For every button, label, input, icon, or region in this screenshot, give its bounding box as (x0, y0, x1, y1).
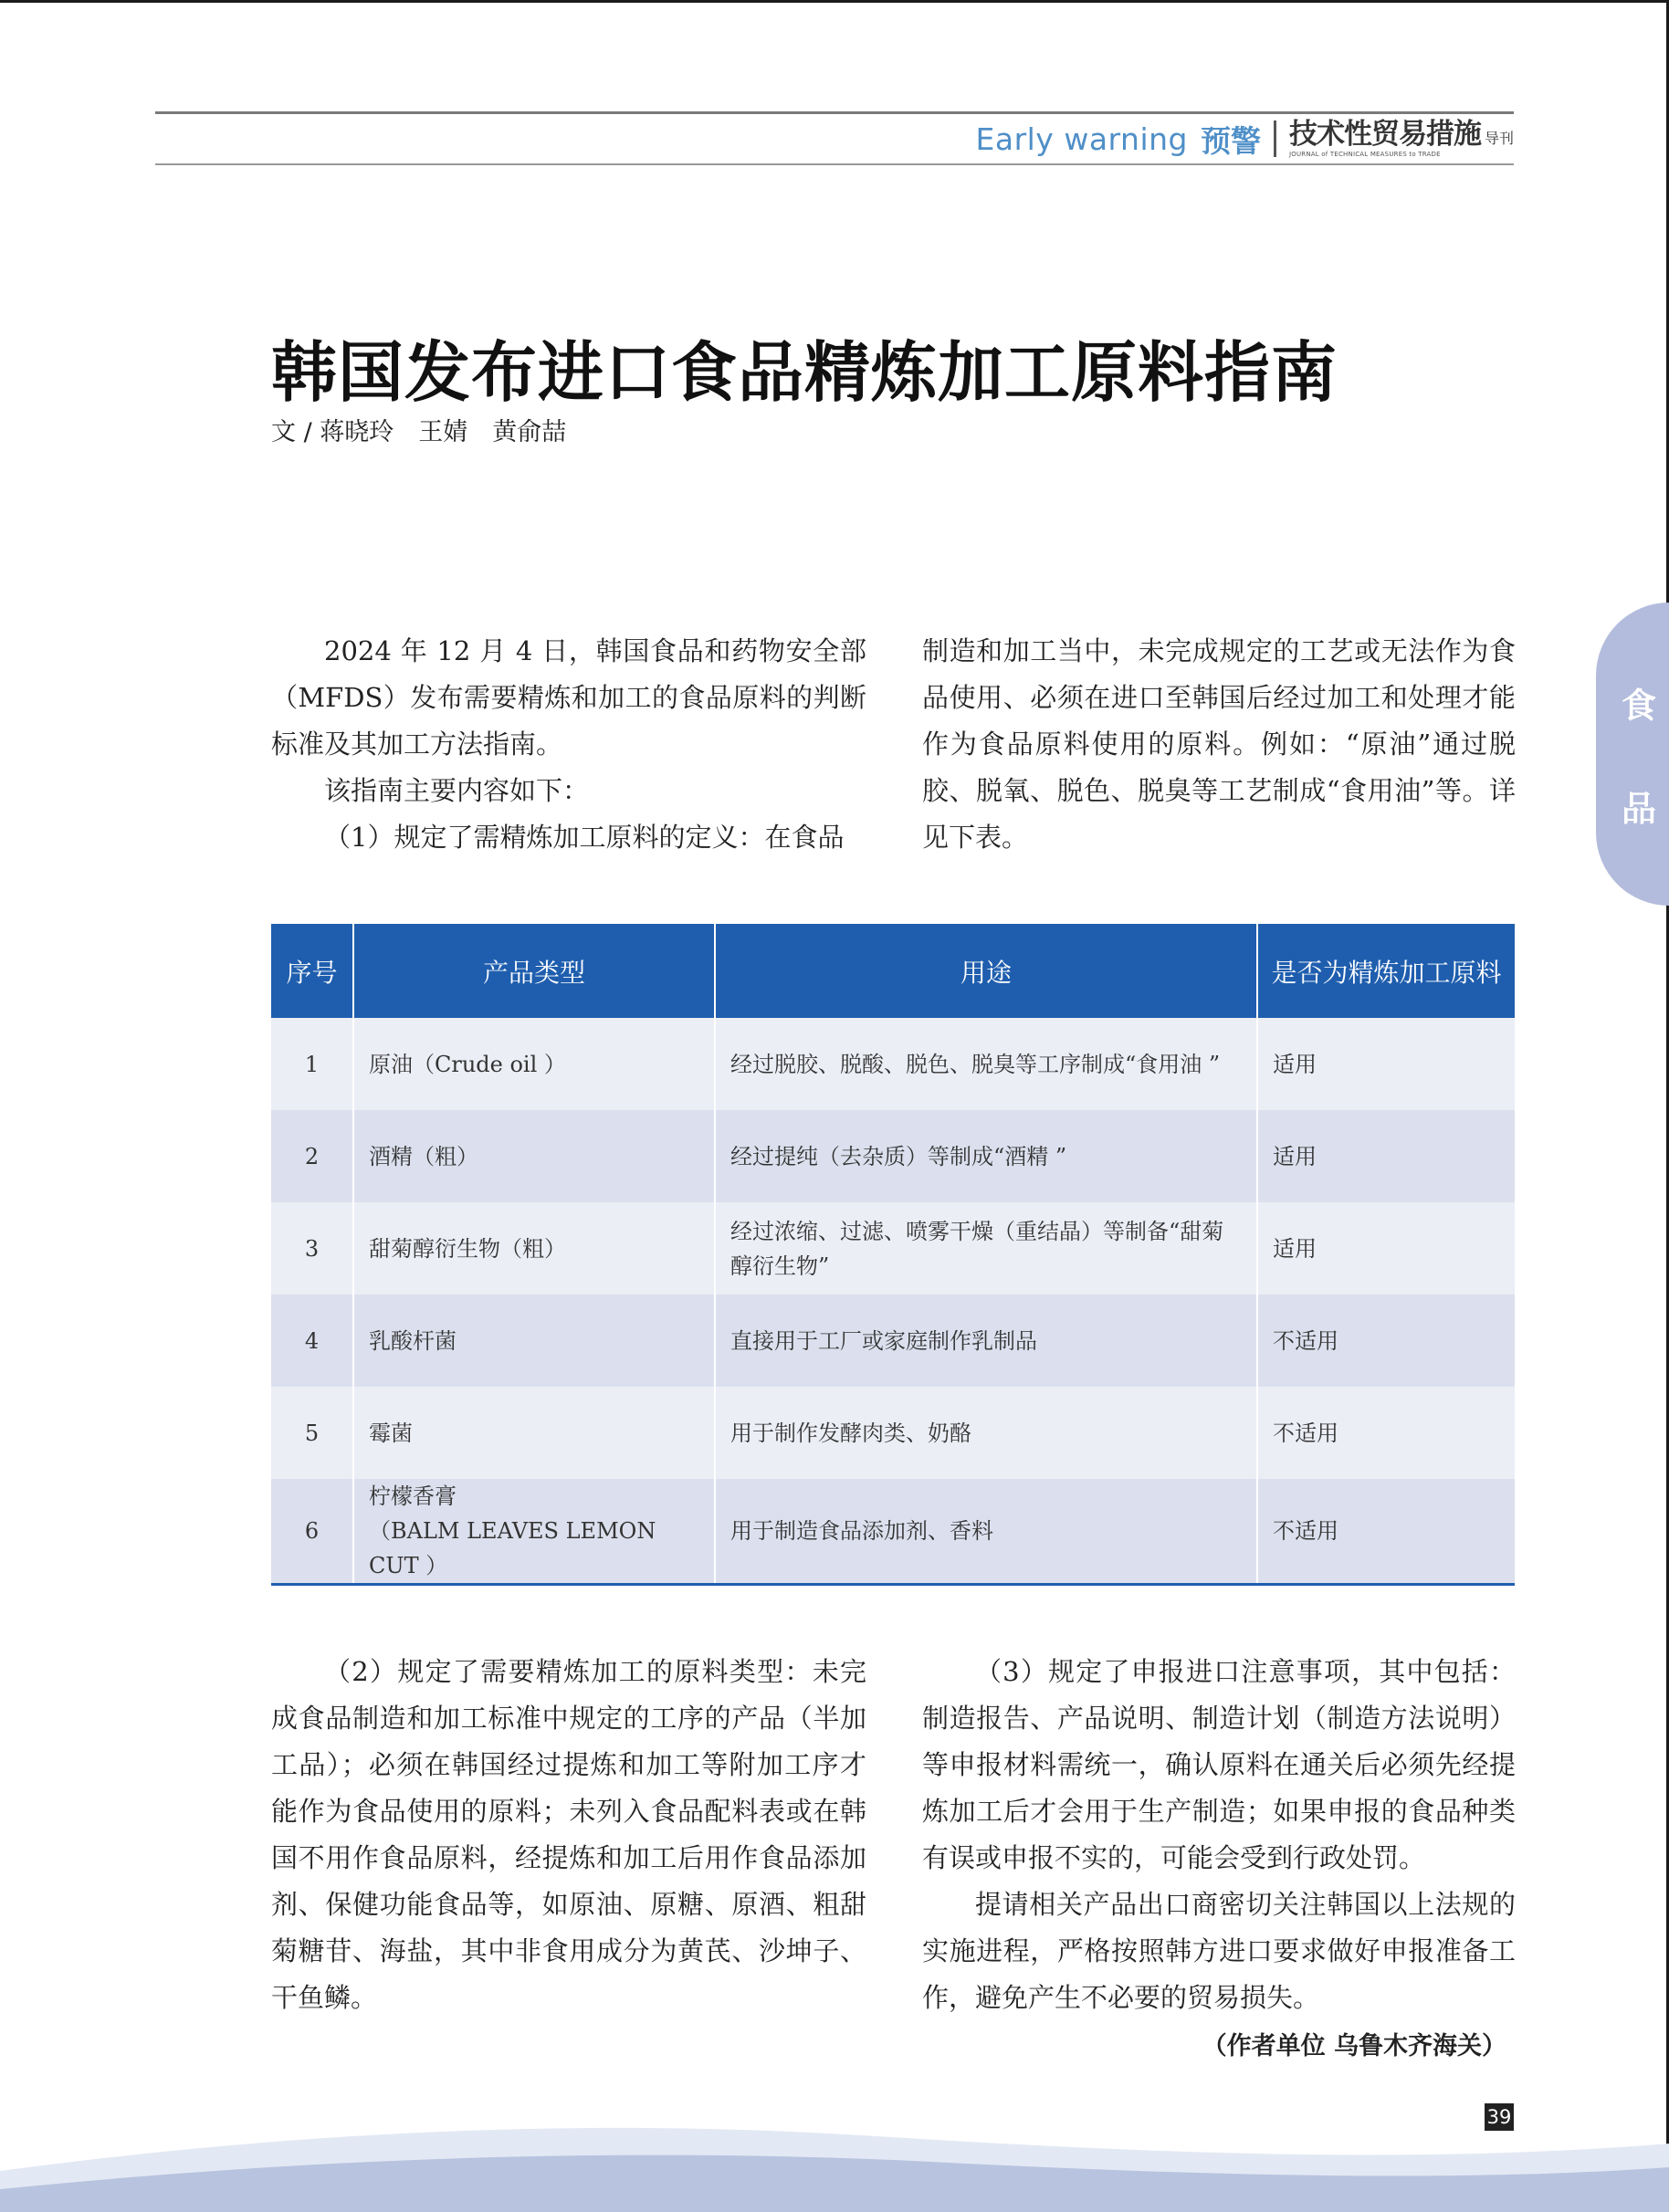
cell-use: 经过脱胶、脱酸、脱色、脱臭等工序制成“食用油 ” (715, 1018, 1257, 1110)
magazine-title: 技术性贸易措施 (1288, 117, 1481, 151)
magazine-suffix: 导刊 (1484, 129, 1514, 147)
cell-no: 3 (271, 1202, 353, 1295)
column-header-type: 产品类型 (353, 924, 715, 1018)
column-header-applicable: 是否为精炼加工原料 (1257, 924, 1515, 1018)
table-row (271, 1387, 1515, 1479)
cell-type-line: 柠檬香膏 (369, 1483, 457, 1509)
running-header (976, 117, 1515, 161)
header-rule-top (155, 111, 1514, 114)
table-row (271, 1295, 1515, 1387)
cell-applicable: 适用 (1257, 1110, 1515, 1202)
cell-type-line: （BALM LEAVES LEMON CUT ） (369, 1518, 656, 1578)
section-label-en: Early warning (975, 121, 1188, 157)
cell-applicable: 不适用 (1257, 1387, 1515, 1479)
cell-use: 经过浓缩、过滤、喷雾干燥（重结晶）等制备“甜菊醇衍生物” (715, 1202, 1257, 1295)
paragraph: 提请相关产品出口商密切关注韩国以上法规的实施进程，严格按照韩方进口要求做好申报准备工作，避免产生不必要的贸易损失。 (922, 1889, 1516, 2013)
column-header-no: 序号 (271, 924, 353, 1018)
table-header-row (271, 924, 1515, 1018)
paragraph: 制造和加工当中，未完成规定的工艺或无法作为食品使用、必须在进口至韩国后经过加工和处理才能作为食品原料使用的原料。例如：“原油”通过脱胶、脱氧、脱色、脱臭等工艺制成“食用油”等。详见下表。 (922, 635, 1516, 853)
cell-no: 5 (271, 1387, 353, 1479)
table-row (271, 1110, 1515, 1202)
cell-type: 霉菌 (353, 1387, 715, 1479)
cell-use: 用于制作发酵肉类、奶酪 (715, 1387, 1257, 1479)
article-byline: 文 / 蒋晓玲 王婧 黄俞喆 (271, 418, 567, 446)
section-label-zh: 预警 (1200, 122, 1261, 159)
paragraph: 2024 年 12 月 4 日，韩国食品和药物安全部（MFDS）发布需要精炼和加工的食品原料的判断标准及其加工方法指南。 (271, 635, 866, 760)
paragraph: 该指南主要内容如下： (324, 775, 590, 806)
header-rule-bottom (155, 163, 1514, 165)
paragraph: （1）规定了需精炼加工原料的定义：在食品 (324, 822, 845, 853)
cell-no: 2 (271, 1110, 353, 1202)
cell-type: 原油（Crude oil ） (353, 1018, 715, 1110)
body-column-1 (271, 628, 866, 861)
article-title: 韩国发布进口食品精炼加工原料指南 (271, 334, 1338, 411)
cell-applicable: 适用 (1257, 1202, 1515, 1295)
cell-type: 酒精（粗） (353, 1110, 715, 1202)
cell-type: 甜菊醇衍生物（粗） (353, 1202, 715, 1295)
raw-material-table (271, 924, 1515, 1586)
paragraph: （3）规定了申报进口注意事项，其中包括：制造报告、产品说明、制造计划（制造方法说明）等申报材料需统一，确认原料在通关后必须先经提炼加工后才会用于生产制造；如果申报的食品种类有误或申报不实的，可能会受到行政处罚。 (922, 1656, 1516, 1873)
cell-applicable: 不适用 (1257, 1479, 1515, 1585)
cell-applicable: 适用 (1257, 1018, 1515, 1110)
author-affiliation: （作者单位 乌鲁木齐海关） (1202, 2032, 1506, 2060)
cell-type: 乳酸杆菌 (353, 1295, 715, 1387)
cell-applicable: 不适用 (1257, 1295, 1515, 1387)
side-tab-char: 食 (1621, 686, 1656, 726)
magazine-title-en: JOURNAL of TECHNICAL MEASURES to TRADE (1288, 150, 1441, 158)
table-row (271, 1202, 1515, 1295)
cell-no: 1 (271, 1018, 353, 1110)
cell-no: 6 (271, 1479, 353, 1585)
cell-use: 直接用于工厂或家庭制作乳制品 (715, 1295, 1257, 1387)
table-row (271, 1479, 1515, 1585)
header-separator (1274, 121, 1276, 157)
page-top-border (0, 0, 1669, 3)
magazine-logo (1288, 117, 1514, 158)
side-tab-char: 品 (1621, 789, 1656, 829)
table-row (271, 1018, 1515, 1110)
body-column-3 (271, 1649, 866, 2021)
paragraph: （2）规定了需要精炼加工的原料类型：未完成食品制造和加工标准中规定的工序的产品（半加工品）；必须在韩国经过提炼和加工等附加工序才能作为食品使用的原料；未列入食品配料表或在韩国不用作食品原料，经提炼和加工后用作食品添加剂、保健功能食品等，如原油、原糖、原酒、粗甜菊糖苷、海盐，其中非食用成分为黄芪、沙坤子、干鱼鳞。 (271, 1656, 866, 2013)
page-number: 39 (1485, 2103, 1514, 2131)
cell-type (353, 1479, 715, 1585)
cell-use: 经过提纯（去杂质）等制成“酒精 ” (715, 1110, 1257, 1202)
column-header-use: 用途 (715, 924, 1257, 1018)
cell-use: 用于制造食品添加剂、香料 (715, 1479, 1257, 1585)
body-column-2 (922, 628, 1516, 861)
section-side-tab (1596, 603, 1669, 906)
body-column-4 (922, 1649, 1516, 2070)
cell-no: 4 (271, 1295, 353, 1387)
footer-wave-decoration (0, 2100, 1669, 2212)
